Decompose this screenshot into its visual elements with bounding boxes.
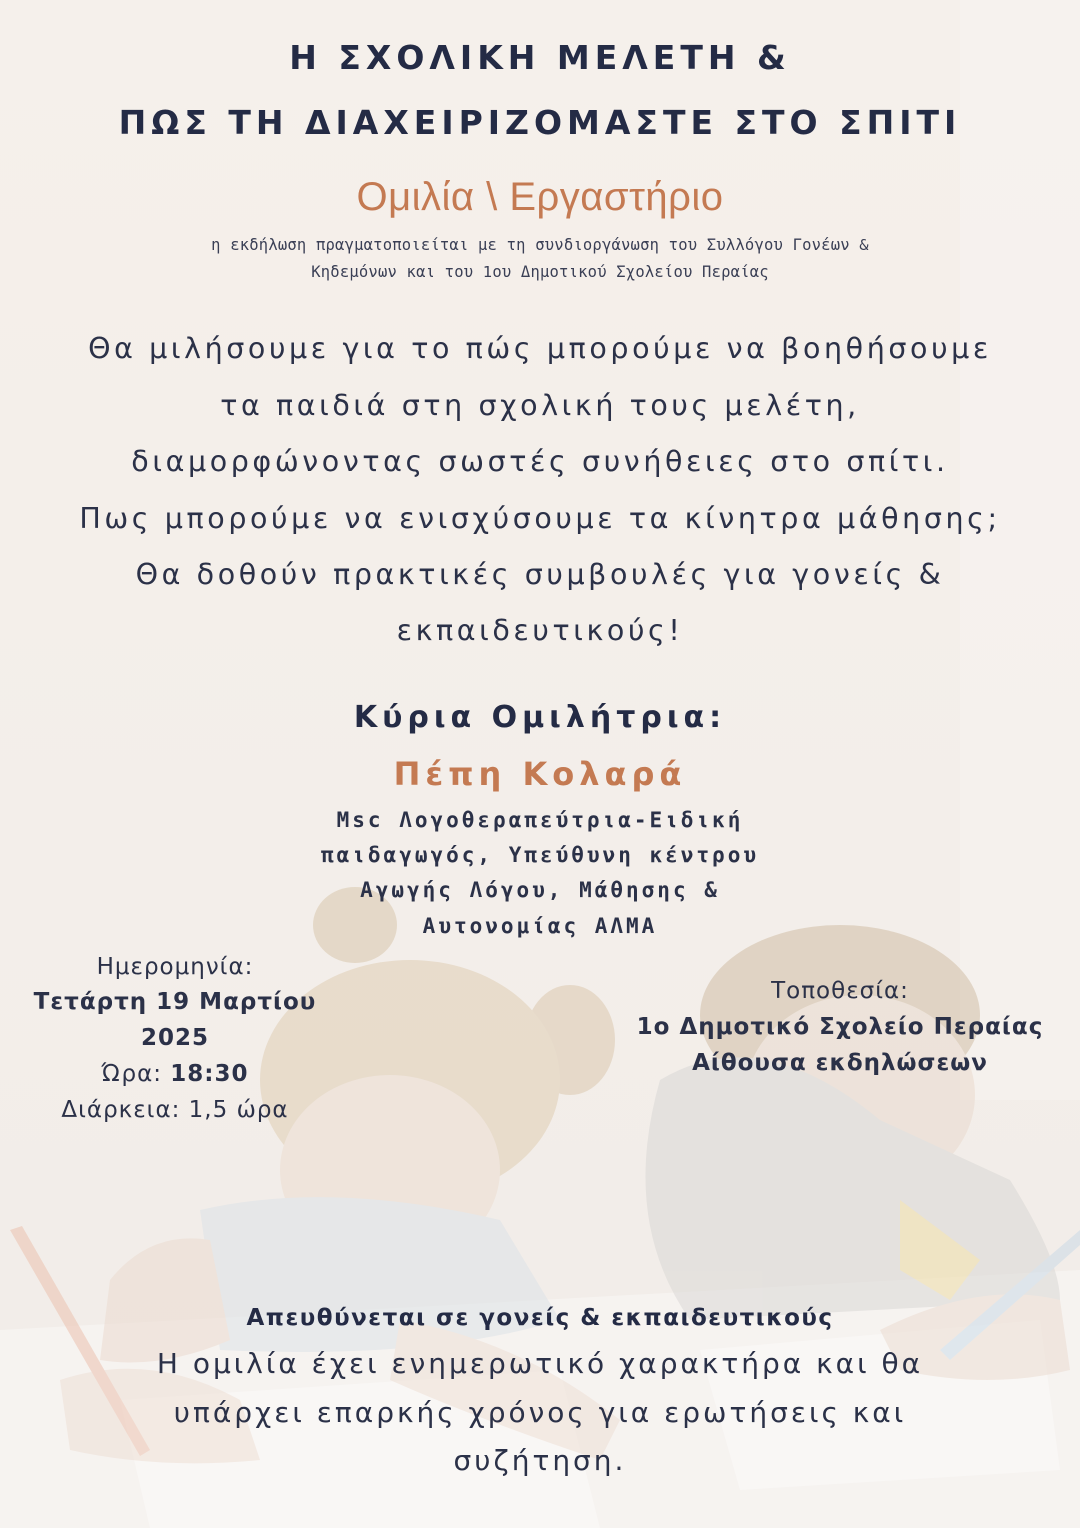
description-line: τα παιδιά στη σχολική τους μελέτη,	[220, 389, 860, 422]
description-line: εκπαιδευτικούς!	[396, 614, 684, 647]
organizer-note-line-1: η εκδήλωση πραγματοποιείται με τη συνδιοργάνωση του Συλλόγου Γονέων &	[211, 236, 869, 254]
title-line-2: ΠΩΣ ΤΗ ΔΙΑΧΕΙΡΙΖΟΜΑΣΤΕ ΣΤΟ ΣΠΙΤΙ	[118, 103, 962, 142]
closing-line: υπάρχει επαρκής χρόνος για ερωτήσεις και	[173, 1396, 907, 1429]
date-value-line-1: Τετάρτη 19 Μαρτίου	[33, 989, 317, 1015]
description-line: διαμορφώνοντας σωστές συνήθειες στο σπίτι.	[131, 445, 949, 478]
time-row	[20, 1061, 330, 1087]
location-block	[610, 978, 1070, 1088]
title-line-1: Η ΣΧΟΛΙΚΗ ΜΕΛΕΤΗ &	[289, 38, 791, 77]
speaker-name: Πέπη Κολαρά	[393, 755, 687, 793]
description-line: Πως μπορούμε να ενισχύσουμε τα κίνητρα μάθησης;	[79, 502, 1001, 535]
description-line: Θα μιλήσουμε για το πώς μπορούμε να βοηθήσουμε	[88, 332, 992, 365]
duration: Διάρκεια: 1,5 ώρα	[61, 1097, 289, 1123]
organizer-note-line-2: Κηδεμόνων και του 1ου Δημοτικού Σχολείου Περαίας	[311, 263, 769, 281]
speaker-credential-line: Msc Λογοθεραπεύτρια-Ειδική	[336, 808, 744, 832]
description-line: Θα δοθούν πρακτικές συμβουλές για γονείς &	[135, 558, 945, 591]
date-label: Ημερομηνία:	[96, 954, 254, 980]
schedule-block	[20, 954, 330, 1134]
closing-line: συζήτηση.	[453, 1444, 627, 1477]
location-room: Αίθουσα εκδηλώσεων	[692, 1050, 988, 1076]
time-label: Ώρα:	[101, 1061, 171, 1087]
speaker-credential-line: Αυτονομίας ΑΛΜΑ	[422, 914, 658, 938]
location-label: Τοποθεσία:	[771, 978, 909, 1004]
audience-line: Απευθύνεται σε γονείς & εκπαιδευτικούς	[246, 1305, 834, 1331]
location-venue: 1ο Δημοτικό Σχολείο Περαίας	[636, 1014, 1044, 1040]
speaker-heading: Κύρια Ομιλήτρια:	[353, 700, 727, 735]
time-value: 18:30	[170, 1061, 249, 1087]
speaker-credential-line: Αγωγής Λόγου, Μάθησης &	[360, 878, 720, 902]
event-type-subtitle: Ομιλία \ Εργαστήριο	[356, 175, 724, 219]
speaker-credential-line: παιδαγωγός, Υπεύθυνη κέντρου	[320, 843, 759, 867]
closing-line: Η ομιλία έχει ενημερωτικό χαρακτήρα και θα	[156, 1347, 924, 1380]
date-value-line-2: 2025	[140, 1025, 209, 1051]
